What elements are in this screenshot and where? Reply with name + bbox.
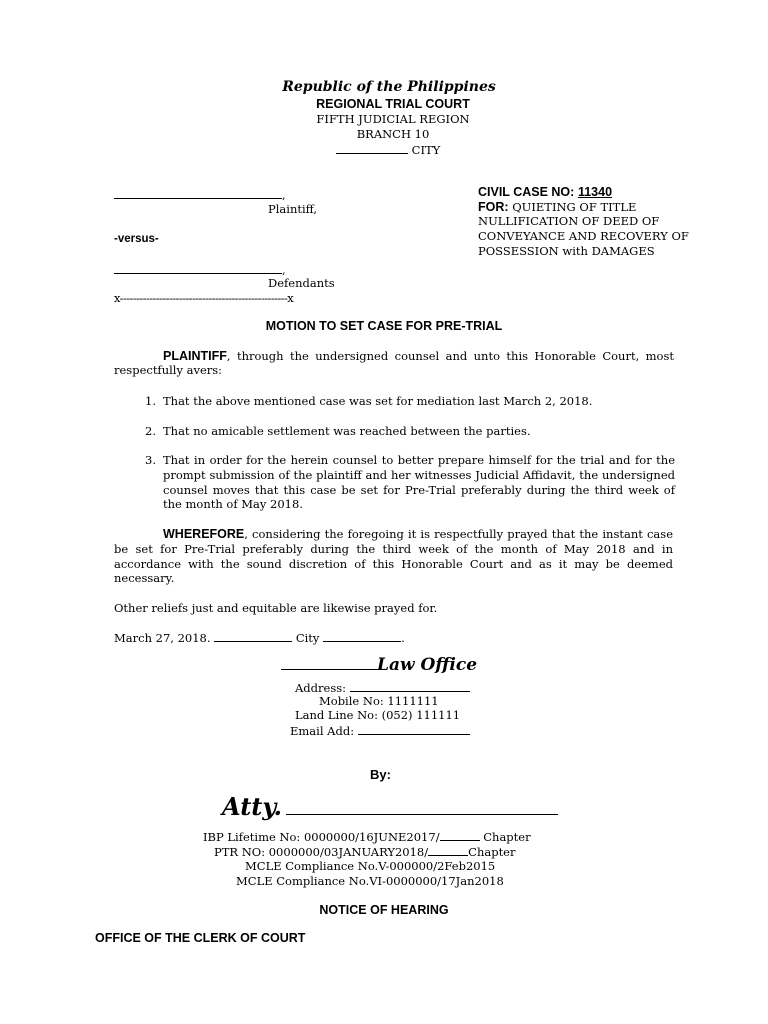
ptr-chapter-blank [428,844,468,856]
item-1-number: 1. [145,394,156,408]
law-office-blank [281,658,377,670]
wherefore-text: , considering the foregoing it is respectfully prayed that the instant case be set for Pre-Trial preferably during the third week of the month of May 2018 and in accordance with the sound discretion of this Honorable Court and as it may be deemed necessary. [114,527,673,586]
case-no: 11340 [577,185,613,199]
for-line-2: NULLIFICATION OF DEED OF [478,214,660,228]
ptr-line [214,844,516,859]
notice-addressee: OFFICE OF THE CLERK OF COURT [95,931,306,945]
intro-lead: PLAINTIFF [163,349,227,363]
city-line [336,142,440,157]
ptr-chapter: Chapter [468,845,516,859]
item-1-text: That the above mentioned case was set for mediation last March 2, 2018. [163,394,593,408]
caption-divider: x---------------------------------------------------x [114,291,294,305]
for-line-1: QUIETING OF TITLE [512,200,637,214]
city-blank [336,142,408,154]
for-label: FOR: [478,200,509,214]
attorney-signature-line [222,792,558,821]
by-label: By: [370,767,391,782]
court-name: REGIONAL TRIAL COURT [316,97,470,111]
for-line [478,200,636,214]
date-city-blank [214,630,292,642]
intro-paragraph [114,349,674,377]
city-suffix: CITY [411,143,441,157]
attorney-name-blank [286,796,558,815]
wherefore-paragraph [114,527,673,586]
ibp-line [203,829,531,844]
dateline-end: . [401,631,405,645]
email-label: Email Add: [290,724,355,738]
judicial-region: FIFTH JUDICIAL REGION [316,112,470,126]
branch: BRANCH 10 [356,127,430,141]
email-line [290,723,470,738]
date-text: March 27, 2018. [114,631,211,645]
intro-text: , through the undersigned counsel and unto this Honorable Court, most respectfully avers: [114,349,674,377]
law-office-title: Law Office [377,655,478,675]
address-blank [350,680,470,692]
item-3-text: That in order for the herein counsel to better prepare himself for the trial and for the prompt submission of the plaintiff and her witnesses Judicial Affidavit, the undersigned counsel moves that this case be set for Pre-Trial preferably during the third week of the month of May 2018. [163,453,675,512]
ibp-chapter-blank [440,829,480,841]
address-label: Address: [295,681,347,695]
item-2-number: 2. [145,424,156,438]
plaintiff-label: Plaintiff, [268,202,318,216]
law-office-line [281,655,478,675]
atty-label: Atty. [222,792,282,821]
city-label: City [295,631,320,645]
civil-case-line [478,185,612,199]
republic-heading: Republic of the Philippines [282,79,496,95]
plaintiff-line: , [114,187,286,202]
for-line-4: POSSESSION with DAMAGES [478,244,655,258]
other-reliefs: Other reliefs just and equitable are likewise prayed for. [114,601,438,615]
item-2-text: That no amicable settlement was reached between the parties. [163,424,531,438]
email-blank [358,723,470,735]
address-line [295,680,470,695]
wherefore-lead: WHEREFORE [163,527,245,541]
mobile-number: Mobile No: 1111111 [319,694,439,708]
notice-title: NOTICE OF HEARING [319,903,449,917]
versus-label: -versus- [114,233,159,245]
ibp-chapter: Chapter [483,830,531,844]
dateline [114,630,405,645]
plaintiff-blank [114,187,282,199]
motion-title: MOTION TO SET CASE FOR PRE-TRIAL [265,319,503,333]
defendants-blank [114,262,282,274]
mcle-compliance-2: MCLE Compliance No.VI-0000000/17Jan2018 [236,874,504,888]
city-name-blank [323,630,401,642]
ibp-number: IBP Lifetime No: 0000000/16JUNE2017/ [203,830,440,844]
defendants-label: Defendants [268,276,335,290]
mcle-compliance-1: MCLE Compliance No.V-000000/2Feb2015 [245,859,496,873]
landline-number: Land Line No: (052) 111111 [295,708,461,722]
item-3-number: 3. [145,453,156,467]
defendants-line: , [114,262,286,277]
ptr-number: PTR NO: 0000000/03JANUARY2018/ [214,845,429,859]
case-no-label: CIVIL CASE NO: [478,185,575,199]
for-line-3: CONVEYANCE AND RECOVERY OF [478,229,689,243]
